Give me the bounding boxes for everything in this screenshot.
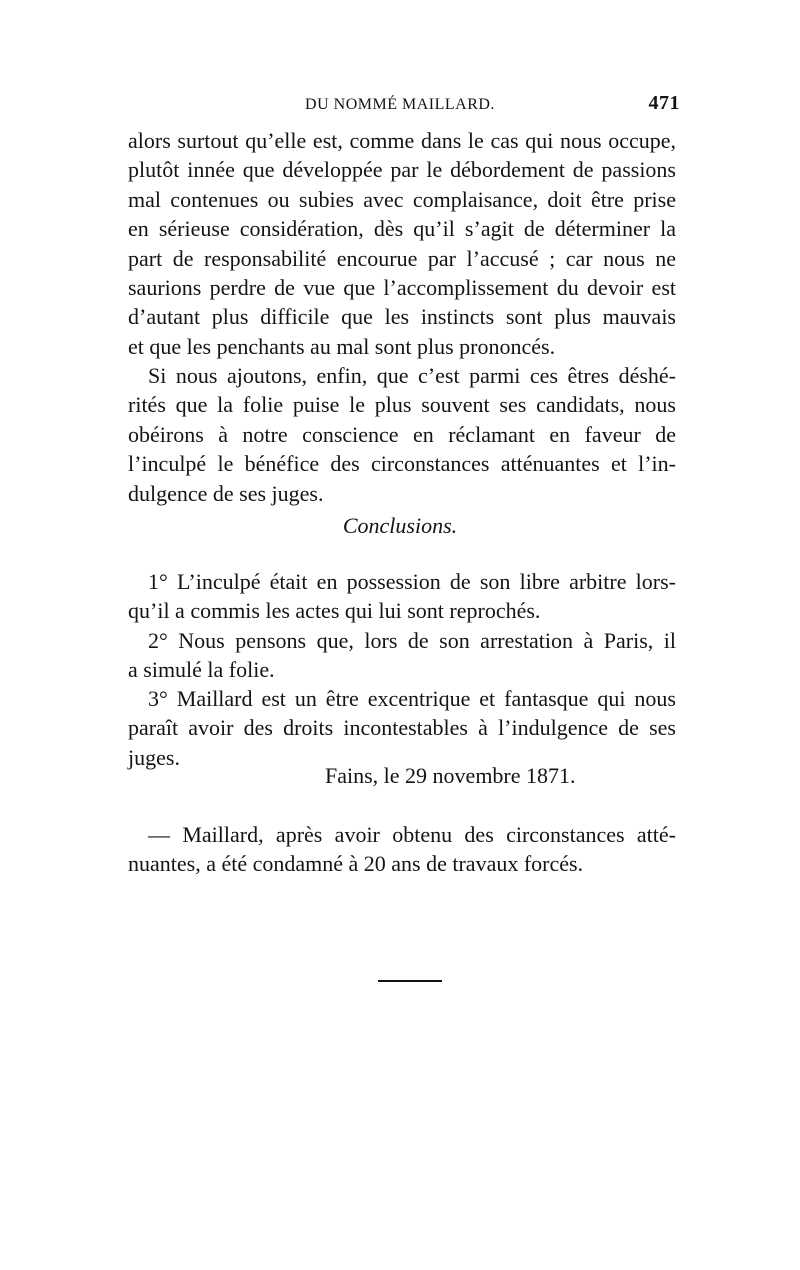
signature-line: Fains, le 29 novembre 1871. [325,763,576,788]
text-line: nuantes, a été condamné à 20 ans de travaux forcés. [128,851,584,877]
text-line: juges. [128,744,180,770]
text-line: d’autant plus difficile que les instincts sont plus mauvais [128,304,676,330]
text-line: obéirons à notre conscience en réclamant en faveur de [128,421,676,447]
text-line: 2° Nous pensons que, lors de son arrestation à Paris, il [148,628,676,653]
conclusions-heading: Conclusions. [342,513,458,538]
conclusion-3 [128,684,676,772]
text-line: et que les penchants au mal sont plus prononcés. [128,333,556,359]
page-header [120,92,680,120]
text-line: qu’il a commis les actes qui lui sont reprochés. [128,598,541,624]
paragraph-1 [128,126,676,361]
text-line: plutôt innée que développée par le débordement de passions [128,157,676,183]
text-line: l’inculpé le bénéfice des circonstances atténuantes et l’in- [128,451,676,477]
text-line: paraît avoir des droits incontestables à l’indulgence de ses [128,715,676,741]
text-line: saurions perdre de vue que l’accomplissement du devoir est [128,274,676,300]
paragraph-2 [128,361,676,508]
closing-rule [378,980,442,982]
text-line: rités que la folie puise le plus souvent ses candidats, nous [128,392,676,418]
text-line: 3° Maillard est un être excentrique et fantasque qui nous [148,686,676,711]
final-note [128,820,676,879]
text-line: dulgence de ses juges. [128,480,324,506]
text-line: 1° L’inculpé était en possession de son libre arbitre lors- [148,569,676,594]
text-line: mal contenues ou subies avec complaisance, doit être prise [128,186,676,212]
text-line: alors surtout qu’elle est, comme dans le cas qui nous occupe, [128,128,676,153]
text-line: part de responsabilité encourue par l’accusé ; car nous ne [128,245,676,271]
conclusion-2 [128,626,676,685]
text-line: a simulé la folie. [128,657,275,683]
text-line: — Maillard, après avoir obtenu des circonstances atté- [148,822,676,847]
text-line: Si nous ajoutons, enfin, que c’est parmi ces êtres déshé- [148,363,676,388]
running-title: DU NOMMÉ MAILLARD. [305,96,495,113]
conclusion-1 [128,567,676,626]
page-number: 471 [648,92,680,114]
text-line: en sérieuse considération, dès qu’il s’agit de déterminer la [128,216,676,242]
